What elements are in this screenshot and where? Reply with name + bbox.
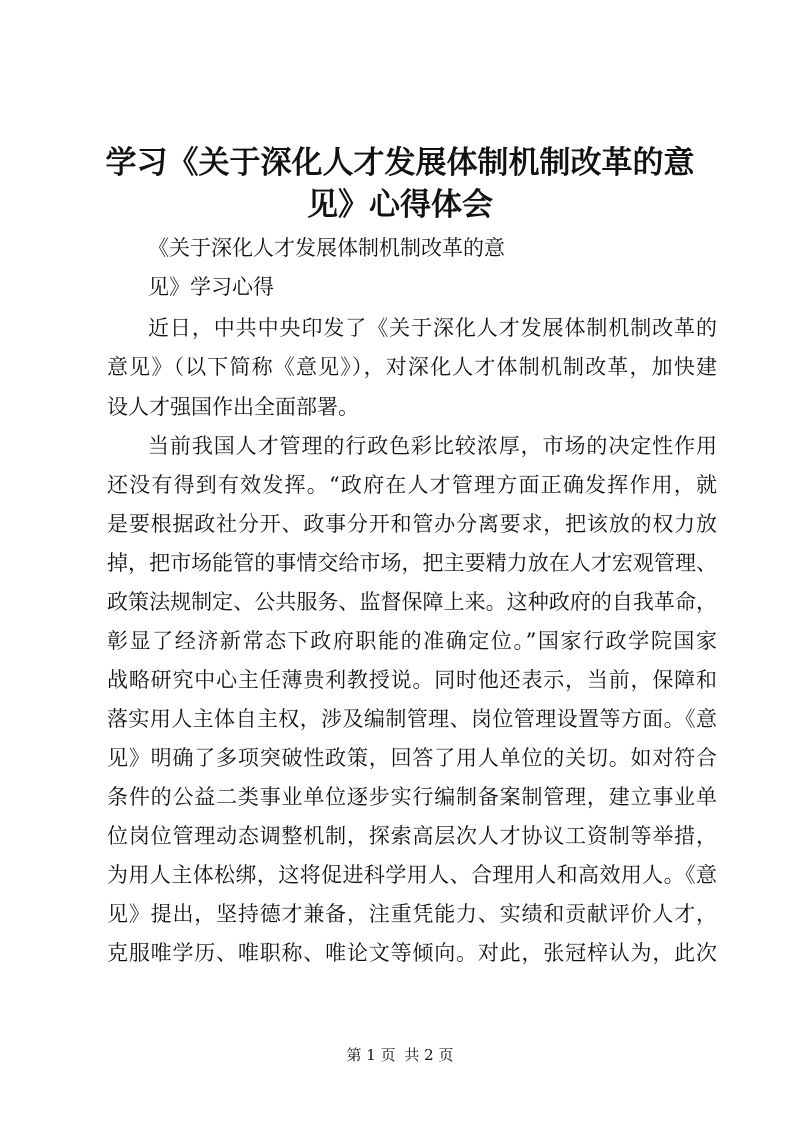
subtitle-line-1: 《关于深化人才发展体制机制改革的意 [148,236,505,260]
body-line: 近日，中共中央印发了《关于深化人才发展体制机制改革的 [148,316,717,340]
body-line: 见》提出，坚持德才兼备，注重凭能力、实绩和贡献评价人才， [107,902,717,926]
subtitle-line-2: 见》学习心得 [148,275,274,299]
body-line: 掉，把市场能管的事情交给市场，把主要精力放在人才宏观管理、 [107,551,717,575]
body-line: 克服唯学历、唯职称、唯论文等倾向。对此，张冠梓认为，此次 [107,941,717,965]
body-line: 条件的公益二类事业单位逐步实行编制备案制管理，建立事业单 [107,785,717,809]
body-line: 还没有得到有效发挥。“政府在人才管理方面正确发挥作用，就 [107,473,717,497]
body-line: 战略研究中心主任薄贵利教授说。同时他还表示，当前，保障和 [107,668,717,692]
body-line: 设人才强国作出全面部署。 [107,395,359,419]
document-title-line-2: 见》心得体会 [307,187,493,223]
page-footer [0,1045,800,1065]
body-line: 是要根据政社分开、政事分开和管办分离要求，把该放的权力放 [107,512,717,536]
document-title-line-1: 学习《关于深化人才发展体制机制改革的意 [105,145,695,181]
body-line: 见》明确了多项突破性政策，回答了用人单位的关切。如对符合 [107,746,717,770]
page-number: 第 1 页 [346,1046,396,1064]
body-line: 落实用人主体自主权，涉及编制管理、岗位管理设置等方面。《意 [107,707,717,731]
body-line: 当前我国人才管理的行政色彩比较浓厚，市场的决定性作用 [148,434,717,458]
body-line: 彰显了经济新常态下政府职能的准确定位。”国家行政学院国家 [107,629,717,653]
body-line: 为用人主体松绑，这将促进科学用人、合理用人和高效用人。《意 [107,863,717,887]
body-line: 位岗位管理动态调整机制，探索高层次人才协议工资制等举措， [107,824,717,848]
body-line: 意见》（以下简称《意见》），对深化人才体制机制改革，加快建 [107,355,717,379]
page-total: 共 2 页 [404,1046,454,1064]
body-line: 政策法规制定、公共服务、监督保障上来。这种政府的自我革命， [107,590,717,614]
